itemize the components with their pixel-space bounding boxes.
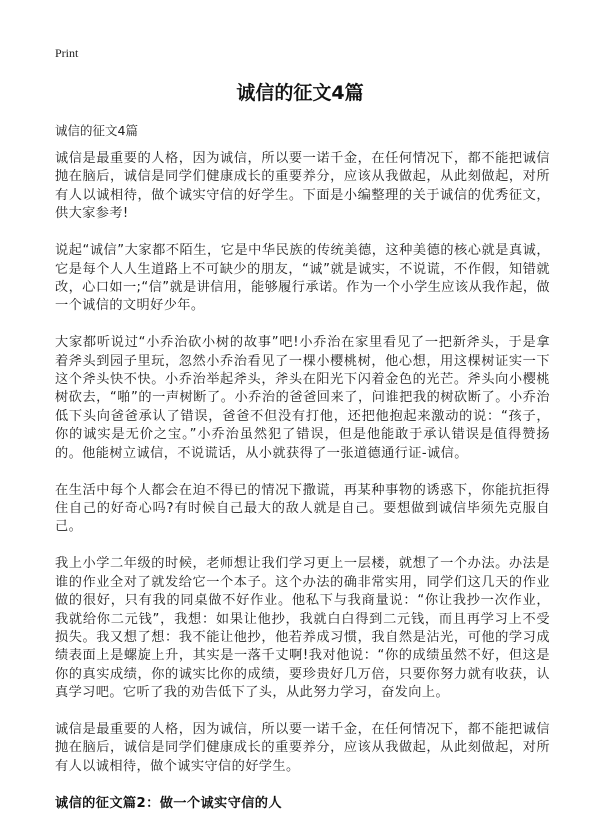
document-body xyxy=(55,150,550,813)
paragraph: 说起“诚信”大家都不陌生，它是中华民族的传统美德，这种美德的核心就是真诚，它是每个人人生道路上不可缺少的朋友，“诚”就是诚实，不说谎，不作假，知错就改，心口如一;“信”就是讲信用，能够履行承诺。作为一个小学生应该从我作起，做一个诚信的文明好少年。 xyxy=(55,243,550,314)
print-link[interactable]: Print xyxy=(55,46,79,60)
document-subtitle: 诚信的征文4篇 xyxy=(55,123,138,138)
section-heading: 诚信的征文篇2：做一个诚实守信的人 xyxy=(55,795,282,811)
paragraph: 大家都听说过“小乔治砍小树的故事”吧!小乔治在家里看见了一把新斧头，于是拿着斧头到园子里玩，忽然小乔治看见了一棵小樱桃树，他心想，用这棵树证实一下这个斧头快不快。小乔治举起斧头，斧头在阳光下闪着金色的光芒。斧头向小樱桃树砍去，“啪”的一声树断了。小乔治的爸爸回来了，问谁把我的树砍断了。小乔治低下头向爸爸承认了错误，爸爸不但没有打他，还把他抱起来激动的说：“孩子，你的诚实是无价之宝。”小乔治虽然犯了错误，但是他能敢于承认错误是值得赞扬的。他能树立诚信，不说谎话，从小就获得了一张道德通行证-诚信。 xyxy=(55,335,550,461)
document-title: 诚信的征文4篇 xyxy=(236,82,364,104)
paragraph: 诚信是最重要的人格，因为诚信，所以要一诺千金，在任何情况下，都不能把诚信抛在脑后，诚信是同学们健康成长的重要养分，应该从我做起，从此刻做起，对所有人以诚相待，做个诚实守信的好学生。下面是小编整理的关于诚信的优秀征文，供大家参考! xyxy=(55,151,550,222)
paragraph: 诚信是最重要的人格，因为诚信，所以要一诺千金，在任何情况下，都不能把诚信抛在脑后，诚信是同学们健康成长的重要养分，应该从我做起，从此刻做起，对所有人以诚相待，做个诚实守信的好学生。 xyxy=(55,722,550,774)
paragraph: 在生活中每个人都会在迫不得已的情况下撒谎，再某种事物的诱惑下，你能抗拒得住自己的好奇心吗?有时候自己最大的敌人就是自己。要想做到诚信毕须先克服自己。 xyxy=(55,482,550,535)
paragraph: 我上小学二年级的时候，老师想让我们学习更上一层楼，就想了一个办法。办法是谁的作业全对了就发给它一个本子。这个办法的确非常实用，同学们这几天的作业做的很好，只有我的同桌做不好作业。他私下与我商量说：“你让我抄一次作业，我就给你二元钱”，我想：如果让他抄，我就白白得到二元钱，而且再学习上不受损失。我又想了想：我不能让他抄，他若养成习惯，我自然是沾光，可他的学习成绩表面上是螺旋上升，其实是一落千丈啊!我对他说：“你的成绩虽然不好，但这是你的真实成绩，你的诚实比你的成绩，要珍贵好几万倍，只要你努力就有收获，认真学习吧。它听了我的劝告低下了头，从此努力学习，奋发向上。 xyxy=(55,556,550,701)
